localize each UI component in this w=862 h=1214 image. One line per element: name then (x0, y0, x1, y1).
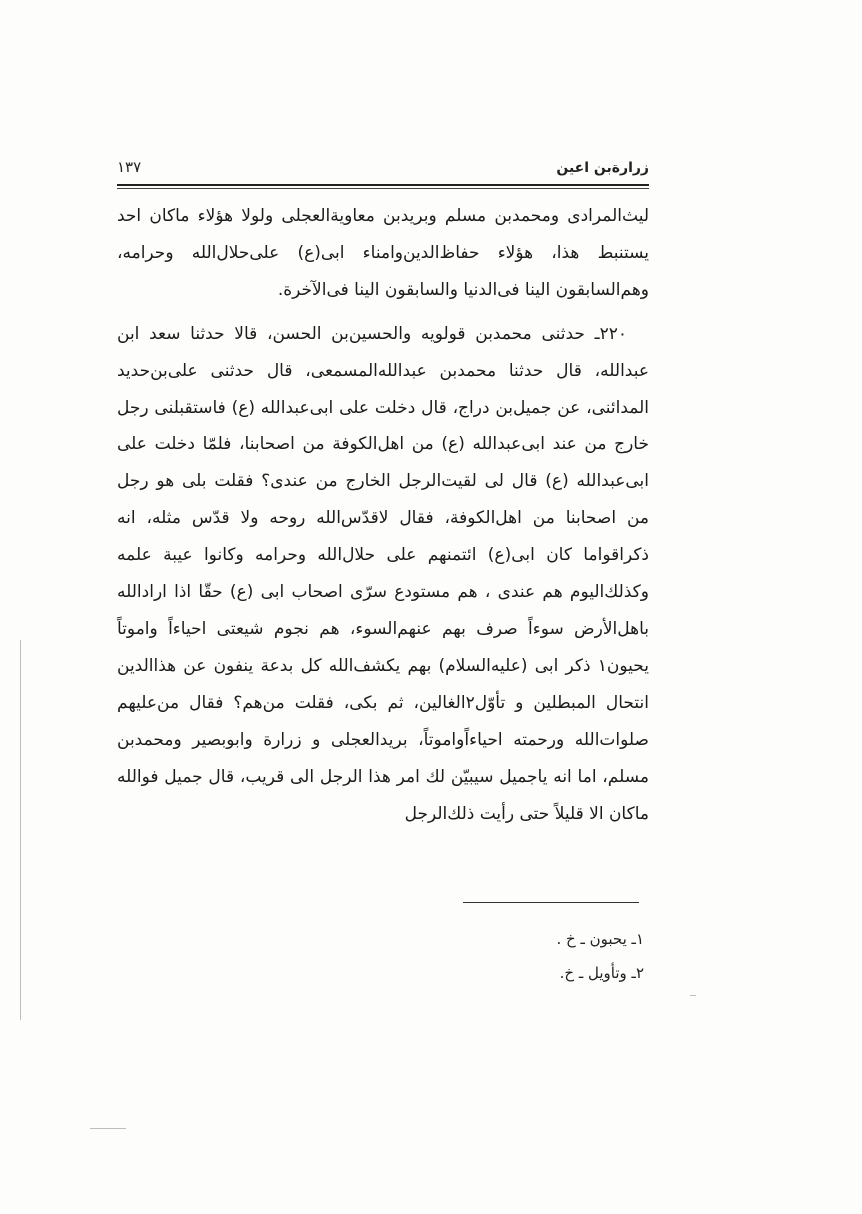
running-header (117, 152, 649, 182)
scan-artifact (690, 995, 696, 996)
scan-artifact (90, 1128, 126, 1129)
running-title: زرارة‌بن اعين (556, 160, 649, 176)
main-text (117, 198, 649, 832)
header-rule (117, 184, 649, 186)
page-number: ١٣٧ (117, 158, 142, 176)
footnotes (380, 922, 644, 990)
footnote: ١ـ يحبون ـ خ . (556, 930, 644, 948)
paragraph: ٢٢٠ـ حدثنى محمدبن قولويه والحسين‌بن الحسن، قالا حدثنا سعد ابن عبدالله، قال حدثنا محمدبن عبدالله‌المسمعى، قال حدثنى على‌بن‌حديد المدائنى، عن جميل‌بن دراج، قال دخلت على ابى‌عبدالله (ع) فاستقبلنى رجل خارج من عند ابى‌عبدالله (ع) من اهل‌الكوفة من اصحابنا، فلمّا دخلت على ابى‌عبدالله (ع) قال لى لقيت‌الرجل الخارج من عندى؟ فقلت بلى هو رجل من اصحابنا من اهل‌الكوفة، فقال لاقدّس‌الله روحه ولا قدّس مثله، انه ذكراقواما كان ابى(ع) ائتمنهم على حلال‌الله وحرامه وكانوا عيبة علمه وكذلك‌اليوم هم عندى ، هم مستودع سرّى اصحاب ابى (ع) حقّا اذا ارادالله باهل‌الأرض سوءاً صرف بهم عنهم‌السوء، هم نجوم شيعتى احياءاً واموتاً يحيون١ ذكر ابى (عليه‌السلام) بهم يكشف‌الله كل بدعة ينفون عن هذاالدين انتحال المبطلين و تأوّل٢الغالين، ثم بكى، فقلت من‌هم؟ فقال من‌عليهم صلوات‌الله ورحمته احياءاًواموتاً، بريدالعجلى و زرارة وابوبصير ومحمدبن مسلم، اما انه ياجميل سيبيّن لك امر هذا الرجل الى قريب، قال جميل فوالله ماكان الا قليلاً حتى رأيت ذلك‌الرجل (117, 323, 649, 824)
scan-artifact (20, 640, 21, 1020)
paragraph: ليث‌المرادى ومحمدبن مسلم وبريدبن معاويةالعجلى ولولا هؤلاء ماكان احد يستنبط هذا، هؤلاء حفاظ‌الدين‌وامناء ابى(ع) على‌حلال‌الله وحرامه، وهم‌السابقون الينا فى‌الدنيا والسابقون الينا فى‌الآخرة. (117, 206, 649, 300)
footnote: ٢ـ وتأويل ـ خ. (559, 964, 644, 982)
header-rule-thin (117, 188, 649, 189)
footnote-separator (463, 902, 639, 903)
